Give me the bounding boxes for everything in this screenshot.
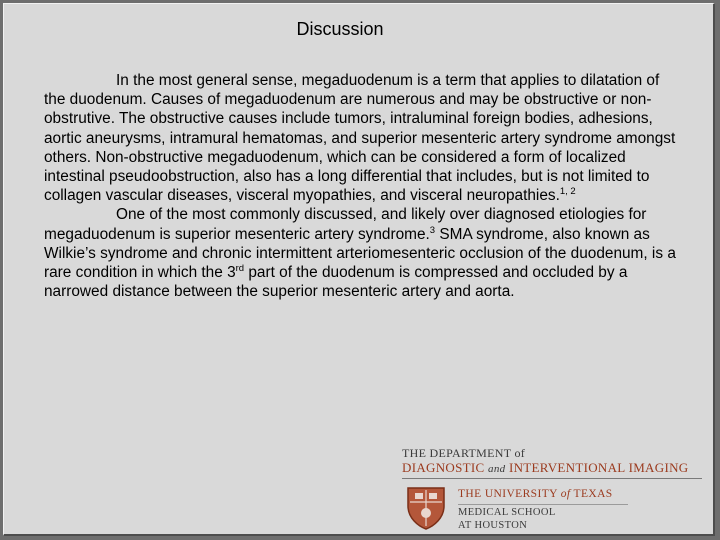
medical-school: MEDICAL SCHOOL xyxy=(458,507,556,518)
page-title: Discussion xyxy=(296,19,384,39)
department-line-1: THE DEPARTMENT of xyxy=(402,446,526,460)
university-name-of: of xyxy=(560,488,571,500)
paragraph-2-text-b: SMA syndrome, also known as Wilkie’s syndrome and chronic intermittent arteriomesenteric occlusion of the duodenum, is a rare condition in which the 3 xyxy=(44,225,676,282)
slide xyxy=(3,3,715,536)
citation-ref: 3 xyxy=(429,224,436,236)
department-diagnostic: DIAGNOSTIC xyxy=(402,460,485,475)
department-line-2 xyxy=(402,460,688,476)
paragraph-1 xyxy=(44,71,684,205)
citation-ref: 1, 2 xyxy=(559,186,576,198)
paragraph-2-text-a: One of the most commonly discussed, and likely over diagnosed etiologies for megaduodenum is superior mesenteric artery syndrome. xyxy=(44,206,647,243)
paragraph-1-text: In the most general sense, megaduodenum is a term that applies to dilatation of the duodenum. Causes of megaduodenum are numerous and may be obstructive or non-obstrutive. The obstructive causes include tumors, intraluminal foreign bodies, adhesions, aortic aneurysms, intramural hematomas, and superior mesenteric artery syndrome amongst others. Non-obstructive megaduodenum, which can be considered a form of localized intestinal pseudoobstruction, also has a long differential that includes, but is not limited to collagen vascular diseases, visceral myopathies, and visceral neuropathies. xyxy=(44,72,676,205)
paragraph-2 xyxy=(44,205,684,301)
logo-divider xyxy=(402,478,702,479)
department-and: and xyxy=(488,463,506,475)
university-name xyxy=(458,488,613,500)
ut-shield-icon xyxy=(406,486,446,530)
university-name-a: THE UNIVERSITY xyxy=(458,488,558,500)
department-interventional: INTERVENTIONAL IMAGING xyxy=(508,460,689,475)
school-city: AT HOUSTON xyxy=(458,520,528,531)
university-name-b: TEXAS xyxy=(573,488,613,500)
ordinal-suffix: rd xyxy=(235,263,245,275)
department-logo xyxy=(402,444,702,532)
body-text xyxy=(44,71,684,301)
paragraph-2-text-c: part of the duodenum is compressed and occluded by a narrowed distance between the superior mesenteric artery and aorta. xyxy=(44,264,628,301)
university-divider xyxy=(458,504,628,505)
